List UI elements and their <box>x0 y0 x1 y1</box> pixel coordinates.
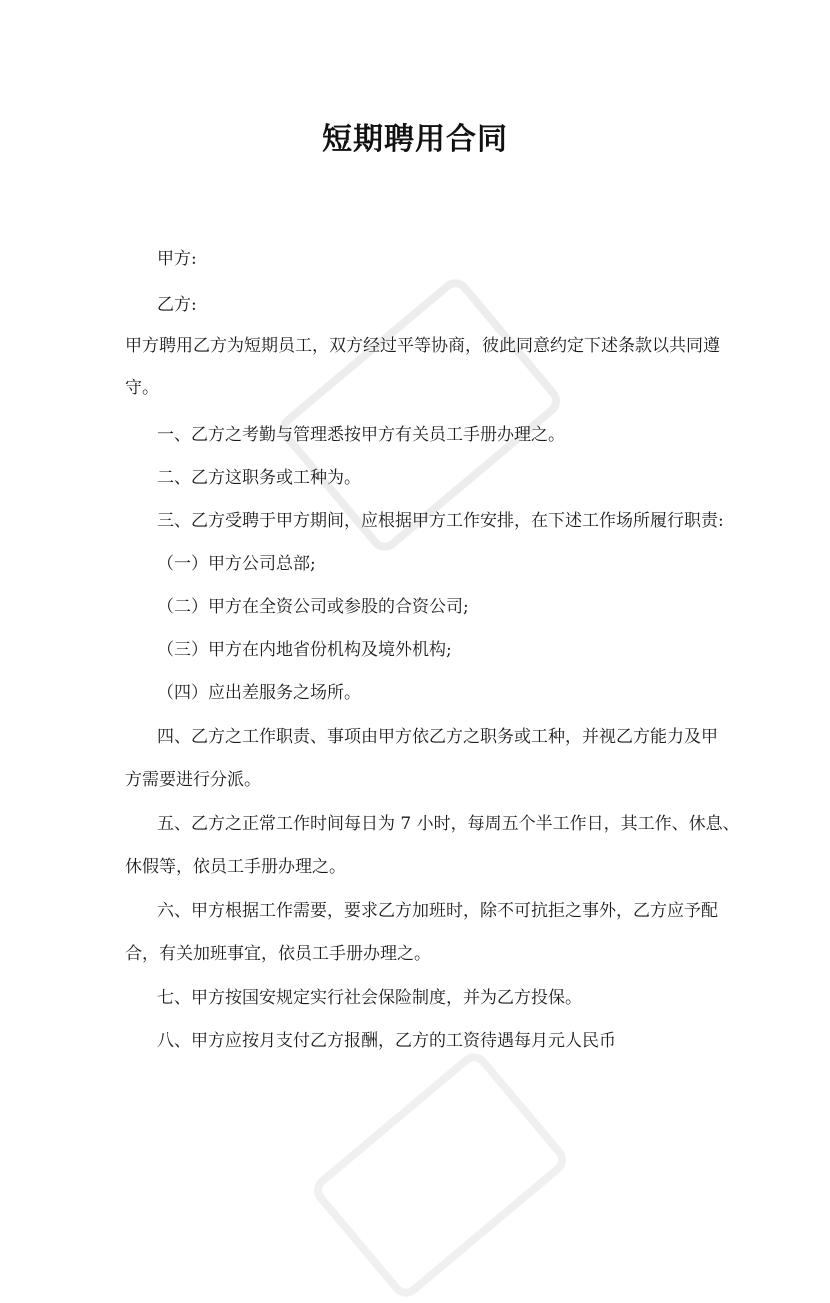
clause-7: 七、甲方按国安规定实行社会保险制度，并为乙方投保。 <box>157 988 582 1008</box>
clause-3-item-3: （三）甲方在内地省份机构及境外机构; <box>157 640 452 660</box>
party-b-label: 乙方: <box>157 295 197 315</box>
clause-3-item-2: （二）甲方在全资公司或参股的合资公司; <box>157 597 469 617</box>
clause-1: 一、乙方之考勤与管理悉按甲方有关员工手册办理之。 <box>157 425 565 445</box>
clause-3-item-1: （一）甲方公司总部; <box>157 554 316 574</box>
clause-6-line-2: 合，有关加班事宜，依员工手册办理之。 <box>125 944 431 964</box>
clause-4-line-2: 方需要进行分派。 <box>125 770 261 790</box>
clause-4-line-1: 四、乙方之工作职责、事项由甲方依乙方之职务或工种，并视乙方能力及甲 <box>157 727 718 747</box>
watermark-stamp-icon-bottom <box>308 1047 573 1303</box>
party-a-label: 甲方: <box>157 249 197 269</box>
intro-paragraph-line-1: 甲方聘用乙方为短期员工，双方经过平等协商，彼此同意约定下述条款以共同遵 <box>125 336 720 356</box>
clause-6-line-1: 六、甲方根据工作需要，要求乙方加班时，除不可抗拒之事外，乙方应予配 <box>157 901 718 921</box>
clause-5-line-1: 五、乙方之正常工作时间每日为 7 小时，每周五个半工作日，其工作、休息、 <box>157 814 740 834</box>
intro-paragraph-line-2: 守。 <box>125 378 159 398</box>
clause-5-line-2: 休假等，依员工手册办理之。 <box>125 857 346 877</box>
clause-2: 二、乙方这职务或工种为。 <box>157 468 361 488</box>
document-title: 短期聘用合同 <box>322 122 508 157</box>
clause-3-item-4: （四）应出差服务之场所。 <box>157 683 361 703</box>
clause-8: 八、甲方应按月支付乙方报酬，乙方的工资待遇每月元人民币 <box>157 1031 616 1051</box>
clause-3: 三、乙方受聘于甲方期间，应根据甲方工作安排，在下述工作场所履行职责: <box>157 511 724 531</box>
